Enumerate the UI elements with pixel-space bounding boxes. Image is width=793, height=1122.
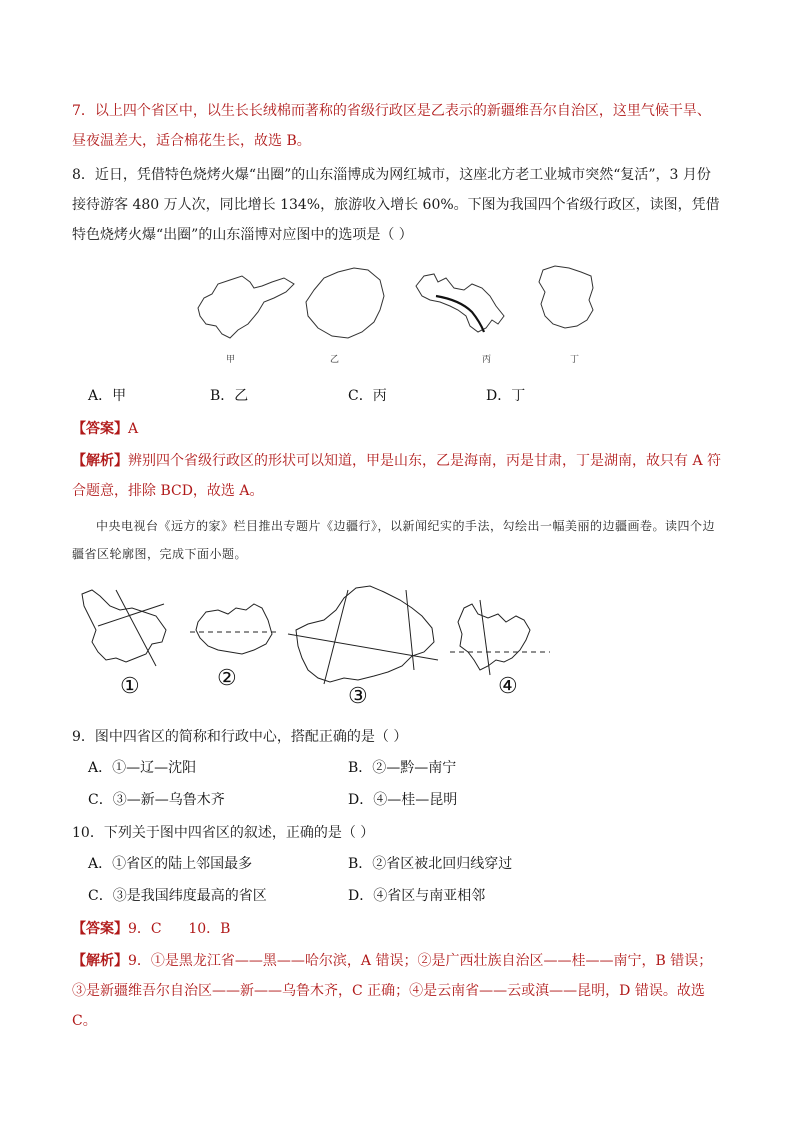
q10-option-c: C．③是我国纬度最高的省区: [88, 888, 267, 904]
q8-analysis-text: 辨别四个省级行政区的形状可以知道，甲是山东，乙是海南，丙是甘肃，丁是湖南，故只有 A 符合题意，排除 BCD，故选 A。: [72, 453, 722, 499]
q8-answer-value: A: [128, 421, 139, 437]
q8-analysis: [72, 446, 724, 506]
q10-option-d: D．④省区与南亚相邻: [348, 888, 486, 904]
answers-9-10-line: [72, 914, 724, 944]
answers-9-10-tag: 【答案】: [72, 921, 128, 937]
q8-map-label-ding: 丁: [570, 355, 580, 365]
answers-9-10-analysis-tag: 【解析】: [72, 953, 128, 969]
q9-option-b: B．②—黔—南宁: [348, 760, 457, 776]
q8-map-ding: [535, 262, 600, 332]
q8-option-c: C．丙: [348, 388, 387, 404]
q10-stem: 10．下列关于图中四省区的叙述，正确的是（ ）: [72, 825, 375, 841]
q10-option-a: A．①省区的陆上邻国最多: [88, 856, 253, 872]
q8-stem: 8．近日，凭借特色烧烤火爆“出圈”的山东淄博成为网红城市，这座北方老工业城市突然“复活”，3 月份接待游客 480 万人次，同比增长 134%，旅游收入增长 60%。下图为我国四个省级行政区，读图，凭借特色烧烤火爆“出圈”的山东淄博对应图中的选项是（ ）: [72, 167, 720, 243]
map-label-4: ④: [498, 674, 518, 699]
q9-option-d: D．④—桂—昆明: [348, 792, 458, 808]
q8-option-d: D．丁: [486, 388, 526, 404]
q9-option-a: A．①—辽—沈阳: [88, 760, 197, 776]
q8-map-label-yi: 乙: [330, 355, 340, 365]
map-yunnan: [450, 600, 550, 675]
q9-stem: 9．图中四省区的简称和行政中心，搭配正确的是（ ）: [72, 729, 408, 745]
q8-analysis-tag: 【解析】: [72, 453, 128, 469]
q8-map-label-bing: 丙: [482, 355, 492, 365]
q8-answer-tag: 【答案】: [72, 421, 128, 437]
q8-map-bing: [410, 266, 510, 346]
answers-9-10-analysis-text: 9．①是黑龙江省——黑——哈尔滨，A 错误；②是广西壮族自治区——桂——南宁，B 错误；③是新疆维吾尔自治区——新——乌鲁木齐，C 正确；④是云南省——云或滇——昆明，D 错误。故选 C。: [72, 953, 713, 1029]
q8-map-label-jia: 甲: [226, 355, 236, 365]
q8-map-jia: [190, 268, 300, 343]
q7-solution: 7．以上四个省区中，以生长长绒棉而著称的省级行政区是乙表示的新疆维吾尔自治区，这里气候干旱、昼夜温差大，适合棉花生长，故选 B。: [72, 103, 711, 149]
map-label-3: ③: [348, 684, 368, 709]
map-xinjiang: [288, 580, 438, 690]
q8-answer-line: [72, 414, 724, 444]
answers-9-10-value: 9．C 10．B: [128, 921, 231, 937]
q8-map-yi: [300, 262, 390, 342]
q8-option-a: A．甲: [88, 388, 127, 404]
answers-9-10-analysis: [72, 946, 724, 1036]
q10-option-b: B．②省区被北回归线穿过: [348, 856, 513, 872]
q8-option-b: B．乙: [210, 388, 249, 404]
map-heilongjiang: [76, 586, 176, 676]
q9-option-c: C．③—新—乌鲁木齐: [88, 792, 225, 808]
map-label-2: ②: [217, 666, 237, 691]
map-label-1: ①: [120, 674, 140, 699]
group-intro: 中央电视台《远方的家》栏目推出专题片《边疆行》，以新闻纪实的手法，勾绘出一幅美丽的边疆画卷。读四个边疆省区轮廓图，完成下面小题。: [72, 519, 716, 561]
map-guangxi: [190, 600, 280, 660]
